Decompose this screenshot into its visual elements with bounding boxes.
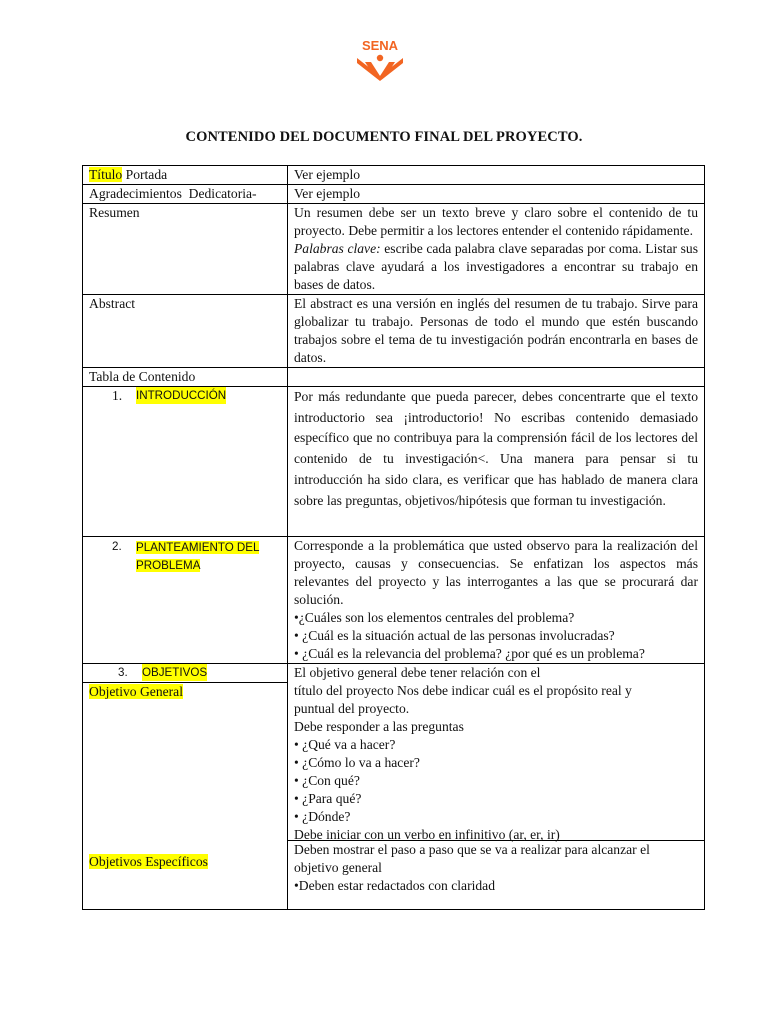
- row-label: Tabla de Contenido: [83, 368, 288, 387]
- bullet-item: • ¿Cuál es la relevancia del problema? ¿por qué es un problema?: [294, 646, 645, 661]
- table-row-tabla: [83, 368, 705, 387]
- row-content: Corresponde a la problemática que usted observo para la realización del proyecto, causas y consecuencias. Se enfatizan los aspectos más relevantes del proyecto y las interrogantes a las que se procurará dar solución. •¿Cuáles son los elementos centrales del problema? • ¿Cuál es la situación actual de las personas involucradas? • ¿Cuál es la relevancia del problema? ¿por qué es un problema?: [288, 537, 705, 664]
- row-label: Resumen: [83, 204, 288, 295]
- table-row-objetivos: [83, 664, 705, 910]
- row-label: Agradecimientos Dedicatoria-: [83, 185, 288, 204]
- table-row-introduccion: [83, 387, 705, 537]
- bullet-item: •¿Cuáles son los elementos centrales del problema?: [294, 610, 575, 625]
- table-row-abstract: [83, 295, 705, 368]
- row-content: Un resumen debe ser un texto breve y claro sobre el contenido de tu proyecto. Debe permitir a los lectores entender el contenido rápidamente. Palabras clave: escribe cada palabra clave separadas por coma. Listar sus palabras clave ayudará a los investigadores a encontrar su trabajo en bases de datos.: [288, 204, 705, 295]
- document-title: CONTENIDO DEL DOCUMENTO FINAL DEL PROYECTO.: [185, 129, 583, 145]
- table-row-agradecimientos: [83, 185, 705, 204]
- bullet-item: • ¿Cuál es la situación actual de las personas involucradas?: [294, 628, 615, 643]
- logo-text: SENA: [361, 38, 399, 53]
- content-table: [82, 165, 705, 910]
- row-content: [288, 368, 705, 387]
- row-label: 2. PLANTEAMIENTO DEL PROBLEMA: [83, 537, 288, 664]
- row-label: Título Portada: [83, 166, 288, 185]
- table-row-titulo: [83, 166, 705, 185]
- row-content: Ver ejemplo: [288, 185, 705, 204]
- row-label: 1. INTRODUCCIÓN: [83, 387, 288, 537]
- table-row-planteamiento: [83, 537, 705, 664]
- objetivo-general-label: Objetivo General: [89, 684, 183, 699]
- row-label: 3. OBJETIVOS Objetivo General Objetivos Específicos: [83, 664, 288, 910]
- row-content: Ver ejemplo: [288, 166, 705, 185]
- objetivos-especificos-label: Objetivos Específicos: [89, 854, 208, 869]
- row-content: El objetivo general debe tener relación con el título del proyecto Nos debe indicar cuál es el propósito real y puntual del proyecto. Debe responder a las preguntas • ¿Qué va a hacer? • ¿Cómo lo va a hacer? • ¿Con qué? • ¿Para qué? • ¿Dónde? Debe iniciar con un verbo en infinitivo (ar, er, ir) Deben mostrar el paso a paso que se va a realizar para alcanzar el objetivo general •Deben estar redactados con claridad: [288, 664, 705, 910]
- table-row-resumen: [83, 204, 705, 295]
- row-content: Por más redundante que pueda parecer, debes concentrarte que el texto introductorio sea ¡introductorio! No escribas contenido demasiado específico que no contribuya para la comprensión fácil de los lectores del contenido de tu investigación<. Una manera para pensar si tu introducción ha sido clara, es verificar que has hablado de manera clara sobre las preguntas, objetivos/hipótesis que forman tu investigación.: [288, 387, 705, 537]
- row-label: Abstract: [83, 295, 288, 368]
- sena-logo: [351, 38, 409, 84]
- row-content: El abstract es una versión en inglés del resumen de tu trabajo. Sirve para globalizar tu trabajo. Personas de todo el mundo que estén buscando trabajos sobre el tema de tu investigación podrán encontrarla en bases de datos.: [288, 295, 705, 368]
